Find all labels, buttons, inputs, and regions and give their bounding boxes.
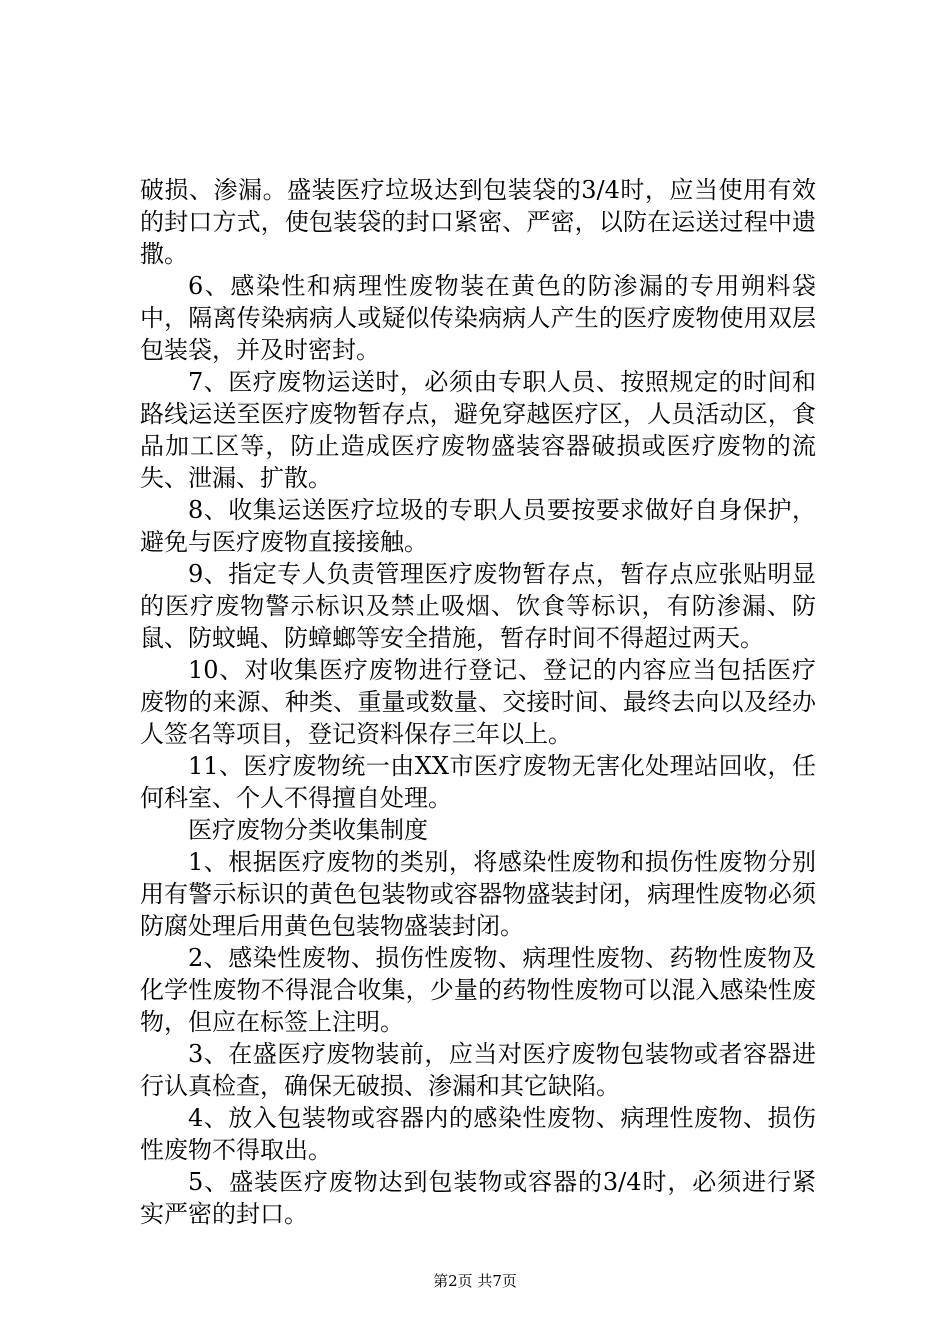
paragraph-item-10: 10、对收集医疗废物进行登记、登记的内容应当包括医疗废物的来源、种类、重量或数量、交接时间、最终去向以及经办人签名等项目，登记资料保存三年以上。 bbox=[140, 656, 816, 748]
page-number-footer: 第2页 共7页 bbox=[433, 1272, 517, 1290]
paragraph-continuation: 破损、渗漏。盛装医疗垃圾达到包装袋的3/4时，应当使用有效的封口方式，使包装袋的封口紧密、严密，以防在运送过程中遗撒。 bbox=[140, 176, 816, 268]
paragraph-item-7: 7、医疗废物运送时，必须由专职人员、按照规定的时间和路线运送至医疗废物暂存点，避免穿越医疗区，人员活动区，食品加工区等，防止造成医疗废物盛装容器破损或医疗废物的流失、泄漏、扩散。 bbox=[140, 368, 816, 492]
paragraph-rule-1: 1、根据医疗废物的类别，将感染性废物和损伤性废物分别用有警示标识的黄色包装物或容器物盛装封闭，病理性废物必须防腐处理后用黄色包装物盛装封闭。 bbox=[140, 848, 816, 940]
section-heading: 医疗废物分类收集制度 bbox=[188, 816, 428, 844]
paragraph-item-11: 11、医疗废物统一由XX市医疗废物无害化处理站回收，任何科室、个人不得擅自处理。 bbox=[140, 752, 816, 812]
paragraph-item-9: 9、指定专人负责管理医疗废物暂存点，暂存点应张贴明显的医疗废物警示标识及禁止吸烟、饮食等标识，有防渗漏、防鼠、防蚊蝇、防蟑螂等安全措施，暂存时间不得超过两天。 bbox=[140, 560, 816, 652]
paragraph-rule-2: 2、感染性废物、损伤性废物、病理性废物、药物性废物及化学性废物不得混合收集，少量的药物性废物可以混入感染性废物，但应在标签上注明。 bbox=[140, 944, 816, 1036]
paragraph-item-6: 6、感染性和病理性废物装在黄色的防渗漏的专用朔料袋中，隔离传染病病人或疑似传染病病人产生的医疗废物使用双层包装袋，并及时密封。 bbox=[140, 272, 816, 364]
paragraph-rule-4: 4、放入包装物或容器内的感染性废物、病理性废物、损伤性废物不得取出。 bbox=[140, 1104, 816, 1164]
document-body bbox=[140, 174, 816, 1230]
paragraph-rule-5: 5、盛装医疗废物达到包装物或容器的3/4时，必须进行紧实严密的封口。 bbox=[140, 1168, 816, 1228]
paragraph-item-8: 8、收集运送医疗垃圾的专职人员要按要求做好自身保护，避免与医疗废物直接接触。 bbox=[140, 496, 816, 556]
paragraph-rule-3: 3、在盛医疗废物装前，应当对医疗废物包装物或者容器进行认真检查，确保无破损、渗漏和其它缺陷。 bbox=[140, 1040, 816, 1100]
